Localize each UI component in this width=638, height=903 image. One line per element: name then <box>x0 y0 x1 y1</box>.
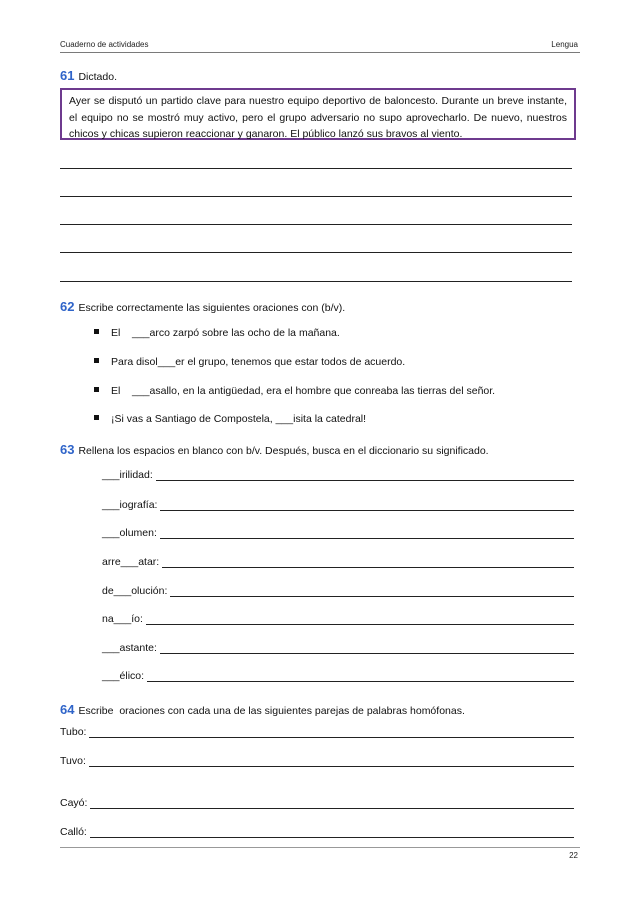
word-label: ___olumen: <box>102 527 157 539</box>
word-label: arre___atar: <box>102 556 160 568</box>
page-number: 22 <box>569 851 578 860</box>
homophone-label: Cayó: <box>60 797 88 809</box>
homophone-row <box>60 797 574 809</box>
exercise-64-heading <box>60 702 465 717</box>
answer-line[interactable] <box>89 757 574 767</box>
answer-line[interactable] <box>90 799 574 809</box>
homophone-row <box>60 726 574 738</box>
homophone-label: Calló: <box>60 826 87 838</box>
homophone-row <box>60 755 574 767</box>
answer-line[interactable] <box>147 672 574 682</box>
homophone-label: Tuvo: <box>60 755 86 767</box>
exercise-64-number: 64 <box>60 702 75 717</box>
list-item <box>94 413 366 425</box>
answer-line[interactable] <box>160 529 574 539</box>
bullet-square-icon <box>94 415 99 420</box>
answer-line[interactable] <box>156 471 574 481</box>
word-label: ___irilidad: <box>102 469 153 481</box>
word-row <box>102 642 574 654</box>
dictation-text-box: Ayer se disputó un partido clave para nuestro equipo deportivo de baloncesto. Durante un breve instante, el equipo no se mostró muy activo, pero el grupo adversario no supo aprovecharlo. De nuevo, nuestros chicos y chicas supieron reaccionar y ganaron. El público lanzó sus bravos al viento. <box>60 88 576 140</box>
list-item <box>94 385 495 397</box>
bullet-square-icon <box>94 387 99 392</box>
exercise-61-number: 61 <box>60 68 75 83</box>
list-item <box>94 327 340 339</box>
answer-line[interactable] <box>60 196 572 197</box>
answer-line[interactable] <box>60 281 572 282</box>
exercise-63-number: 63 <box>60 442 75 457</box>
exercise-62-heading <box>60 299 345 314</box>
homophone-label: Tubo: <box>60 726 87 738</box>
homophone-row <box>60 826 574 838</box>
answer-line[interactable] <box>170 587 574 597</box>
exercise-64-title: Escribe oraciones con cada una de las siguientes parejas de palabras homófonas. <box>78 705 465 717</box>
word-label: ___astante: <box>102 642 157 654</box>
exercise-63-heading <box>60 442 489 457</box>
answer-line[interactable] <box>60 252 572 253</box>
word-row <box>102 613 574 625</box>
answer-line[interactable] <box>162 558 574 568</box>
word-row <box>102 469 574 481</box>
bullet-square-icon <box>94 329 99 334</box>
list-item <box>94 356 405 368</box>
sentence-text: El ___arco zarpó sobre las ocho de la mañana. <box>111 327 340 339</box>
sentence-text: Para disol___er el grupo, tenemos que estar todos de acuerdo. <box>111 356 406 368</box>
sentence-text: El ___asallo, en la antigüedad, era el hombre que conreaba las tierras del señor. <box>111 385 496 397</box>
header-subject: Lengua <box>551 40 578 49</box>
word-row <box>102 556 574 568</box>
word-label: de___olución: <box>102 585 168 597</box>
header-divider <box>60 52 580 53</box>
word-row <box>102 527 574 539</box>
exercise-62-number: 62 <box>60 299 75 314</box>
exercise-61-heading <box>60 68 117 83</box>
answer-line[interactable] <box>146 615 574 625</box>
exercise-62-title: Escribe correctamente las siguientes oraciones con (b/v). <box>78 302 346 314</box>
sentence-text: ¡Si vas a Santiago de Compostela, ___isita la catedral! <box>111 413 367 425</box>
footer-divider <box>60 847 580 848</box>
answer-line[interactable] <box>89 728 574 738</box>
answer-line[interactable] <box>60 224 572 225</box>
answer-line[interactable] <box>60 168 572 169</box>
word-label: ___élico: <box>102 670 145 682</box>
word-row <box>102 585 574 597</box>
exercise-61-title: Dictado. <box>78 71 117 83</box>
answer-line[interactable] <box>160 501 574 511</box>
word-row <box>102 670 574 682</box>
header-title: Cuaderno de actividades <box>60 40 149 49</box>
bullet-square-icon <box>94 358 99 363</box>
answer-line[interactable] <box>160 644 574 654</box>
answer-line[interactable] <box>90 828 574 838</box>
word-row <box>102 499 574 511</box>
word-label: ___iografía: <box>102 499 158 511</box>
word-label: na___ío: <box>102 613 143 625</box>
exercise-63-title: Rellena los espacios en blanco con b/v. Después, busca en el diccionario su significado. <box>78 445 489 457</box>
